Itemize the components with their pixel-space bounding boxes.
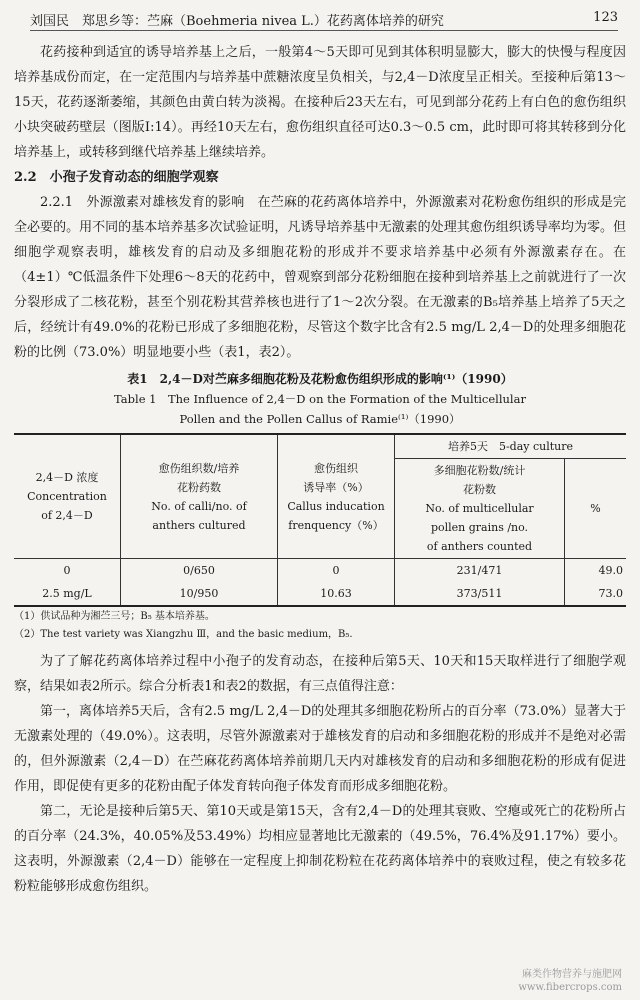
table1-note-en: （2）The test variety was Xiangzhu Ⅲ，and the basic medium，B₅. [14,629,353,640]
paragraph-point-two: 第二，无论是接种后第5天、第10天或是第15天，含有2,4－D的处理其衰败、空瘪或死亡的花粉所占的百分率（24.3%，40.05%及53.49%）均相应显著地比无激素的（49.5%，76.4%及91.17%）要小。这表明，外源激素（2,4－D）能够在一定程度上抑制花粉粒在花药离体培养中的衰败过程，使之有较多花粉粒能够形成愈伤组织。 [14,804,626,894]
cell-induction: 10.63 [278,582,395,606]
cell-calli: 0/650 [121,559,278,583]
paragraph-point-one: 第一，离体培养5天后，含有2.5 mg/L 2,4－D的处理其多细胞花粉所占的百分率（73.0%）显著大于无激素处理的（49.0%）。这表明，尽管外源激素对于雄核发育的启动和多细胞花粉的形成并不是绝对必需的，但外源激素（2,4－D）在苎麻花药离体培养前期几天内对雄核发育的启动和多细胞花粉的形成有促进作用，即促使有更多的花粉由配子体发育转向孢子体发育而形成多细胞花粉。 [14,704,626,794]
table1-note-cn: （1）供试品种为湘苎三号；B₅ 基本培养基。 [14,611,215,622]
header-culture-group: 培养5天 5-day culture [395,434,627,459]
table-row [14,582,626,606]
running-header [30,8,618,31]
table1-caption-cn: 表1 2,4－D对苎麻多细胞花粉及花粉愈伤组织形成的影响⁽¹⁾（1990） [127,372,513,386]
header-induction-frequency: 愈伤组织 诱导率（%） Callus inducation frenquency（%） [278,434,395,559]
table1-caption-en-line2: Pollen and the Pollen Callus of Ramie⁽¹⁾（1990） [179,412,461,426]
header-concentration: 2,4－D 浓度 Concentration of 2,4－D [14,434,121,559]
cell-percent: 49.0 [565,559,627,583]
paragraph-sampling: 为了了解花药离体培养过程中小孢子的发育动态，在接种后第5天、10天和15天取样进行了细胞学观察，结果如表2所示。综合分析表1和表2的数据，有三点值得注意： [14,654,626,694]
cell-multicellular: 231/471 [395,559,565,583]
header-calli-per-anthers: 愈伤组织数/培养 花粉药数 No. of calli/no. of anthers cultured [121,434,278,559]
cell-concentration: 0 [63,564,71,577]
cell-concentration: 2.5 mg/L [42,587,92,600]
table-row [14,559,626,583]
page-number: 123 [593,10,618,25]
header-percent: % [565,459,627,559]
table1 [14,433,626,607]
section-heading-2-2: 2.2 小孢子发育动态的细胞学观察 [14,170,219,185]
cell-multicellular: 373/511 [395,582,565,606]
cell-calli: 10/950 [121,582,278,606]
paragraph-anther-development: 花药接种到适宜的诱导培养基上之后，一般第4～5天即可见到其体积明显膨大，膨大的快慢与程度因培养基成份而定，在一定范围内与培养基中蔗糖浓度呈负相关，与2,4－D浓度呈正相关。至接种后第13～15天，花药逐渐萎缩，其颜色由黄白转为淡褐。在接种后23天左右，可见到部分花药上有白色的愈伤组织小块突破药壁层（图版Ⅰ:14）。再经10天左右，愈伤组织直径可达0.3～0.5 cm，此时即可将其转移到分化培养基上，或转移到继代培养基上继续培养。 [14,45,626,160]
site-watermark: 麻类作物营养与施肥网 www.fibercrops.com [518,969,622,993]
paragraph-hormone-effect: 2.2.1 外源激素对雄核发育的影响 在苎麻的花药离体培养中，外源激素对花粉愈伤组织的形成是完全必要的。用不同的基本培养基多次试验证明，凡诱导培养基中无激素的处理其愈伤组织诱导率均为零。但细胞学观察表明，雄核发育的启动及多细胞花粉的形成并不要求培养基中必须有外源激素存在。在（4±1）℃低温条件下处理6～8天的花药中，曾观察到部分花粉细胞在接种到培养基上之前就进行了一次分裂形成了二核花粉，甚至个别花粉其营养核也进行了1～2次分裂。在无激素的B₅培养基上培养了5天之后，经统计有49.0%的花粉已形成了多细胞花粉，尽管这个数字比含有2.5 mg/L 2,4－D的处理多细胞花粉的比例（73.0%）明显地要小些（表1，表2）。 [14,195,626,360]
table1-caption-en-line1: Table 1 The Influence of 2,4－D on the Formation of the Multicellular [114,392,526,406]
article-body [14,40,626,899]
header-multicellular: 多细胞花粉数/统计 花粉数 No. of multicellular pollen grains /no. of anthers counted [395,459,565,559]
cell-induction: 0 [278,559,395,583]
table1-caption [14,369,626,429]
cell-percent: 73.0 [565,582,627,606]
running-title: 刘国民 郑思乡等：苎麻（Boehmeria nivea L.）花药离体培养的研究 [30,14,444,29]
